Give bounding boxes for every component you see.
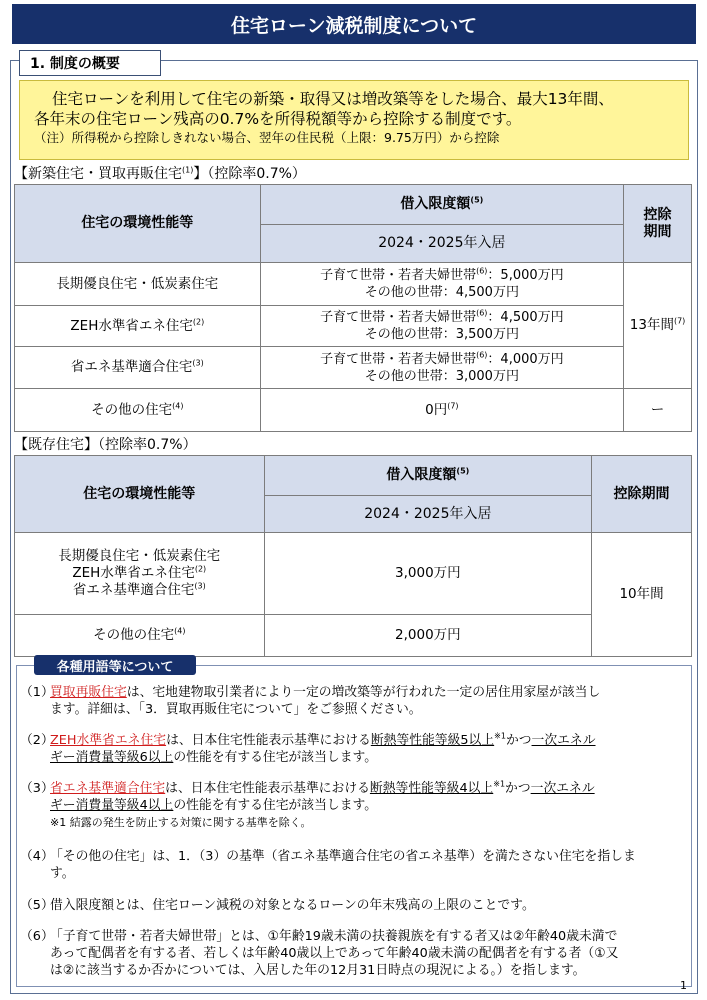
existing-housing-heading: 【既存住宅】（控除率0.7%） (14, 437, 197, 453)
col-year-header: 2024・2025年入居 (260, 225, 623, 263)
col-performance-header: 住宅の環境性能等 (15, 456, 265, 533)
page-title: 住宅ローン減税制度について (12, 4, 696, 44)
period-cell: ー (624, 389, 692, 432)
page-number: 1 (680, 979, 687, 992)
row-amount: 子育て世帯・若者夫婦世帯$^{(6)}$：4,500万円 その他の世帯：3,500万円 (260, 306, 623, 347)
row-amount: 3,000万円 (264, 533, 592, 615)
term-item-3: （3）省エネ基準適合住宅は、日本住宅性能表示基準における断熱等性能等級4以上$^{※1}$かつ一次エネル ギー消費量等級4以上の性能を有する住宅が該当します。 ※1 結露の発生を防止する対策に関する基準を除く。 (20, 779, 595, 829)
terms-heading: 各種用語等について (34, 655, 196, 675)
new-housing-heading: 【新築住宅・買取再販住宅$^{(1)}$】（控除率0.7%） (14, 165, 306, 182)
table-row (15, 615, 692, 657)
col-limit-header: 借入限度額$^{(5)}$ (264, 456, 592, 496)
table-row (15, 389, 692, 432)
section-heading: 1. 制度の概要 (19, 50, 161, 76)
row-amount: 子育て世帯・若者夫婦世帯$^{(6)}$：4,000万円 その他の世帯：3,000万円 (260, 347, 623, 389)
col-year-header: 2024・2025年入居 (264, 496, 592, 533)
table-row (15, 306, 692, 347)
row-amount: 子育て世帯・若者夫婦世帯$^{(6)}$：5,000万円 その他の世帯：4,500万円 (260, 263, 623, 306)
row-amount: 0円$^{(7)}$ (260, 389, 623, 432)
row-label: 長期優良住宅・低炭素住宅 ZEH水準省エネ住宅$^{(2)}$ 省エネ基準適合住宅$^{(3)}$ (15, 533, 265, 615)
row-label: ZEH水準省エネ住宅$^{(2)}$ (15, 306, 261, 347)
row-label: その他の住宅$^{(4)}$ (15, 389, 261, 432)
summary-note: （注）所得税から控除しきれない場合、翌年の住民税（上限：9.75万円）から控除 (34, 130, 500, 145)
existing-housing-table (14, 455, 692, 657)
term-item-5: （5）借入限度額とは、住宅ローン減税の対象となるローンの年末残高の上限のことです。 (20, 898, 535, 913)
table-row (15, 533, 692, 615)
row-label: その他の住宅$^{(4)}$ (15, 615, 265, 657)
term-item-4: （4）「その他の住宅」は、1．（3）の基準（省エネ基準適合住宅の省エネ基準）を満たさない住宅を指しま す。 (20, 849, 636, 881)
col-limit-header: 借入限度額$^{(5)}$ (260, 185, 623, 225)
row-amount: 2,000万円 (264, 615, 592, 657)
term-item-2: （2）ZEH水準省エネ住宅は、日本住宅性能表示基準における断熱等性能等級5以上$^{※1}$かつ一次エネル ギー消費量等級6以上の性能を有する住宅が該当します。 (20, 731, 596, 765)
table-row (15, 263, 692, 306)
col-performance-header: 住宅の環境性能等 (15, 185, 261, 263)
period-cell: 13年間$^{(7)}$ (624, 263, 692, 389)
new-housing-table (14, 184, 692, 432)
col-period-header: 控除期間 (592, 456, 692, 533)
summary-text-1: 住宅ローンを利用して住宅の新築・取得又は増改築等をした場合、最大13年間、 (52, 90, 614, 108)
term-item-1: （1）買取再販住宅は、宅地建物取引業者により一定の増改築等が行われた一定の居住用家屋が該当し ます。詳細は、「3．買取再販住宅について」をご参照ください。 (20, 685, 601, 717)
period-cell: 10年間 (592, 533, 692, 657)
col-period-header: 控除 期間 (624, 185, 692, 263)
row-label: 省エネ基準適合住宅$^{(3)}$ (15, 347, 261, 389)
summary-text-2: 各年末の住宅ローン残高の0.7%を所得税額等から控除する制度です。 (34, 110, 522, 128)
row-label: 長期優良住宅・低炭素住宅 (15, 263, 261, 306)
summary-box (19, 80, 689, 160)
term-item-6: （6）「子育て世帯・若者夫婦世帯」とは、①年齢19歳未満の扶養親族を有する者又は②年齢40歳未満で あって配偶者を有する者、若しくは年齢40歳以上であって年齢40歳未満の配偶者を有する者（①又 は②に該当するか否かについては、入居した年の12月31日時点の現況による。）を指します。 (20, 929, 619, 978)
table-row (15, 347, 692, 389)
